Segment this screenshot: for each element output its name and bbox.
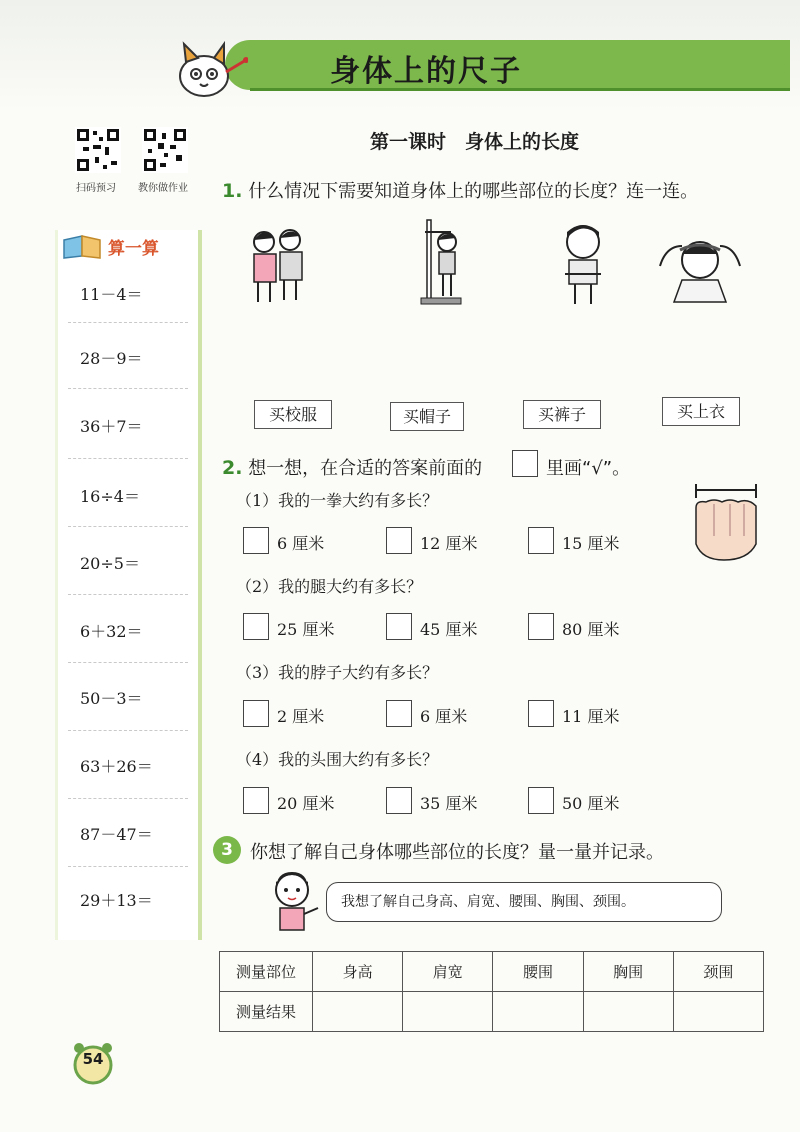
head-measuring-illustration (656, 226, 744, 304)
waist-measuring-illustration (555, 222, 611, 306)
answer-box-example (512, 450, 538, 477)
result-cell-chest[interactable] (583, 992, 673, 1032)
checkbox-q2-4-b[interactable] (386, 787, 412, 814)
checkbox-q2-3-b[interactable] (386, 700, 412, 727)
table-header-cell: 身高 (313, 952, 403, 992)
qr-code-homework-icon (142, 127, 188, 173)
exercise-item: 36＋7＝ (80, 417, 143, 436)
q2-sub-2-prompt: （2）我的腿大约有多长？ (236, 577, 423, 596)
question-3-text: 你想了解自己身体哪些部位的长度？量一量并记录。 (250, 842, 664, 863)
question-2-number: 2. (222, 457, 243, 479)
option-label: 50 厘米 (562, 794, 620, 813)
sidebar-title: 算一算 (108, 239, 159, 259)
option-label: 11 厘米 (562, 707, 620, 726)
dashed-divider (68, 322, 188, 323)
fist-illustration (688, 480, 764, 570)
option-label: 6 厘米 (277, 534, 325, 553)
table-row-label: 测量结果 (220, 992, 313, 1032)
measurement-table (219, 951, 764, 1032)
exercise-item: 6＋32＝ (80, 622, 143, 641)
exercise-item: 63＋26＝ (80, 757, 153, 776)
dashed-divider (68, 662, 188, 663)
checkbox-q2-1-a[interactable] (243, 527, 269, 554)
option-label: 25 厘米 (277, 620, 335, 639)
dashed-divider (68, 730, 188, 731)
question-2-text-before: 想一想，在合适的答案前面的 (248, 458, 483, 479)
checkbox-q2-2-a[interactable] (243, 613, 269, 640)
question-1-text: 什么情况下需要知道身体上的哪些部位的长度？连一连。 (248, 181, 699, 202)
speech-bubble: 我想了解自己身高、肩宽、腰围、胸围、颈围。 (326, 882, 722, 922)
dashed-divider (68, 458, 188, 459)
qr-code-preview-icon (75, 127, 121, 173)
question-3-number: 3 (213, 836, 241, 864)
exercise-item: 50－3＝ (80, 689, 143, 708)
dashed-divider (68, 388, 188, 389)
dashed-divider (68, 526, 188, 527)
q2-sub-3-prompt: （3）我的脖子大约有多长？ (236, 663, 439, 682)
exercise-item: 29＋13＝ (80, 891, 153, 910)
question-2 (222, 454, 482, 480)
question-1 (222, 177, 698, 203)
lesson-title: 第一课时 身体上的长度 (370, 131, 580, 153)
qr-preview-label: 扫码预习 (76, 183, 116, 194)
option-label: 12 厘米 (420, 534, 478, 553)
option-label: 45 厘米 (420, 620, 478, 639)
girl-avatar-icon (264, 868, 324, 940)
q2-sub-1-prompt: （1）我的一拳大约有多长？ (236, 491, 439, 510)
label-pants[interactable]: 买裤子 (523, 400, 601, 429)
result-cell-neck[interactable] (673, 992, 763, 1032)
checkbox-q2-1-b[interactable] (386, 527, 412, 554)
exercise-item: 11－4＝ (80, 285, 143, 304)
checkbox-q2-2-b[interactable] (386, 613, 412, 640)
result-cell-shoulder[interactable] (403, 992, 493, 1032)
checkbox-q2-4-c[interactable] (528, 787, 554, 814)
checkbox-q2-1-c[interactable] (528, 527, 554, 554)
exercise-item: 16÷4＝ (80, 487, 140, 506)
option-label: 2 厘米 (277, 707, 325, 726)
dashed-divider (68, 798, 188, 799)
result-cell-height[interactable] (313, 992, 403, 1032)
question-2-text-after: 里画“√”。 (546, 458, 631, 479)
exercise-item: 87－47＝ (80, 825, 153, 844)
option-label: 15 厘米 (562, 534, 620, 553)
checkbox-q2-2-c[interactable] (528, 613, 554, 640)
exercise-item: 28－9＝ (80, 349, 143, 368)
qr-homework-label: 教你做作业 (138, 183, 188, 194)
dashed-divider (68, 866, 188, 867)
table-header-cell: 肩宽 (403, 952, 493, 992)
checkbox-q2-4-a[interactable] (243, 787, 269, 814)
question-1-number: 1. (222, 180, 243, 202)
option-label: 20 厘米 (277, 794, 335, 813)
option-label: 35 厘米 (420, 794, 478, 813)
exercise-item: 20÷5＝ (80, 554, 140, 573)
table-row (220, 992, 764, 1032)
cat-mascot-icon (170, 38, 248, 100)
label-hat[interactable]: 买帽子 (390, 402, 464, 431)
unit-title: 身体上的尺子 (330, 54, 522, 89)
page-number: 54 (82, 1050, 104, 1068)
result-cell-waist[interactable] (493, 992, 583, 1032)
table-header-cell: 腰围 (493, 952, 583, 992)
checkbox-q2-3-a[interactable] (243, 700, 269, 727)
kids-measuring-shoulders-illustration (242, 226, 312, 306)
option-label: 6 厘米 (420, 707, 468, 726)
table-header-cell: 胸围 (583, 952, 673, 992)
option-label: 80 厘米 (562, 620, 620, 639)
table-header-cell: 颈围 (673, 952, 763, 992)
checkbox-q2-3-c[interactable] (528, 700, 554, 727)
dashed-divider (68, 594, 188, 595)
book-icon (62, 232, 104, 260)
label-top[interactable]: 买上衣 (662, 397, 740, 426)
q2-sub-4-prompt: （4）我的头围大约有多长？ (236, 750, 439, 769)
height-measuring-illustration (417, 216, 467, 306)
table-row (220, 952, 764, 992)
table-header-cell: 测量部位 (220, 952, 313, 992)
label-school-uniform[interactable]: 买校服 (254, 400, 332, 429)
